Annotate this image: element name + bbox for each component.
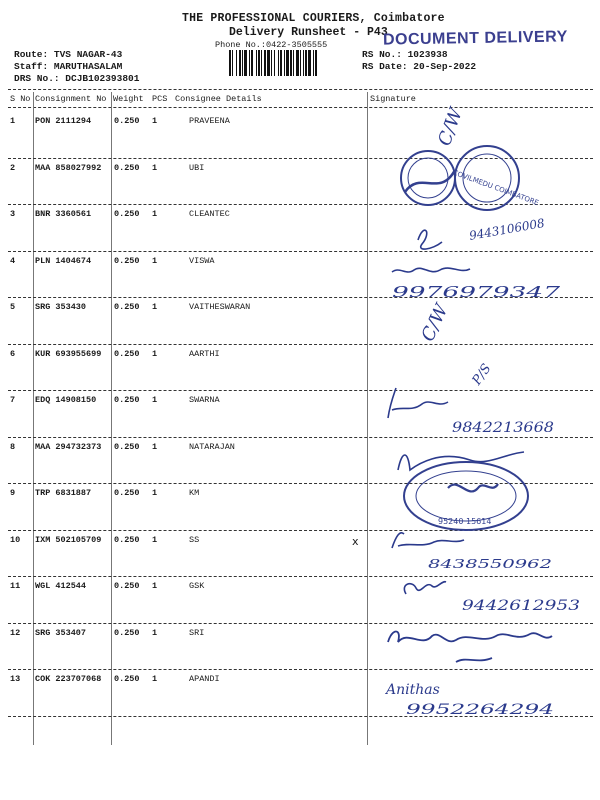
row-consignee: VAITHESWARAN	[189, 302, 251, 312]
barcode-bar	[251, 50, 253, 76]
row-sno: 5	[10, 302, 16, 312]
row-sno: 12	[10, 627, 21, 638]
row-divider	[8, 344, 593, 345]
signature-row10	[392, 533, 464, 548]
column-divider	[367, 92, 368, 745]
row-weight: 0.250	[114, 441, 140, 452]
row-consignee: GSK	[189, 581, 205, 591]
barcode-bar	[244, 50, 247, 76]
row-weight: 0.250	[114, 302, 140, 312]
barcode-bar	[271, 50, 272, 76]
rs-date: RS Date: 20-Sep-2022	[362, 61, 477, 72]
staff-label: Staff: MARUTHASALAM	[14, 61, 123, 72]
barcode-bar	[303, 50, 304, 76]
row-weight: 0.250	[114, 162, 140, 173]
row-sno: 13	[10, 674, 21, 684]
row-divider	[8, 576, 593, 577]
handwritten-phone-row3: 9443106008	[468, 215, 546, 243]
row-consignment: PON 2111294	[35, 116, 92, 126]
row-sno: 4	[10, 255, 16, 266]
row-consignee: SRI	[189, 627, 205, 638]
barcode-bar	[229, 50, 231, 76]
row-divider	[8, 204, 593, 205]
barcode-bar	[305, 50, 307, 76]
signature-row7	[388, 388, 448, 418]
barcode-bar	[236, 50, 237, 76]
barcode-bar	[239, 50, 241, 76]
row-divider	[8, 390, 593, 391]
row-sno: 11	[10, 581, 21, 591]
stamp-row9-text: 95240 15614	[438, 517, 492, 526]
row-divider	[8, 483, 593, 484]
row-weight: 0.250	[114, 674, 140, 684]
row-divider	[8, 530, 593, 531]
row-sno: 2	[10, 162, 16, 173]
barcode-bar	[278, 50, 279, 76]
row-consignee: SS	[189, 534, 200, 545]
col-header-weight: Weight	[113, 94, 144, 104]
row-consignment: TRP 6831887	[35, 488, 92, 498]
row-consignee: AARTHI	[189, 348, 220, 359]
route-label: Route: TVS NAGAR-43	[14, 49, 123, 60]
barcode-bar	[249, 50, 250, 76]
row-divider	[8, 251, 593, 252]
barcode-bar	[313, 50, 314, 76]
phone-number: Phone No.:0422-3505555	[215, 40, 328, 50]
handwritten-cw-2: C/W	[417, 301, 453, 345]
row-weight: 0.250	[114, 581, 140, 591]
barcode-bar	[258, 50, 260, 76]
handwritten-phone-row4: 9976979347	[392, 283, 561, 301]
barcode-bar	[256, 50, 257, 76]
header-rule	[8, 89, 593, 90]
stamp-row9	[404, 462, 528, 530]
row-consignee: PRAVEENA	[189, 116, 230, 126]
row-consignee: APANDI	[189, 674, 220, 684]
col-header-signature: Signature	[370, 94, 416, 104]
row-pcs: 1	[152, 674, 158, 684]
header-bottom-rule	[8, 107, 593, 108]
barcode-bar	[242, 50, 243, 76]
signature-row4	[392, 268, 470, 272]
row-sno: 10	[10, 534, 21, 545]
column-divider	[111, 92, 112, 745]
barcode-bar	[232, 50, 233, 76]
barcode-bar	[264, 50, 266, 76]
row-sno: 3	[10, 209, 16, 219]
row-consignment: COK 223707068	[35, 674, 102, 684]
row-weight: 0.250	[114, 116, 140, 126]
row-divider	[8, 623, 593, 624]
row-consignment: MAA 294732373	[35, 441, 102, 452]
row-weight: 0.250	[114, 255, 140, 266]
row-consignee: NATARAJAN	[189, 441, 235, 452]
drs-number: DRS No.: DCJB102393801	[14, 73, 140, 84]
row-divider	[8, 716, 593, 717]
handwritten-phone-row11: 9442612953	[462, 598, 581, 614]
row-pcs: 1	[152, 255, 158, 266]
row-consignee: SWARNA	[189, 395, 220, 405]
stamp-covilmedu	[401, 146, 540, 210]
row-consignee: CLEANTEC	[189, 209, 230, 219]
row-consignee: KM	[189, 488, 200, 498]
row-consignment: EDQ 14908150	[35, 395, 97, 405]
stamp-row2-text: COVILMEDU COIMBATORE	[451, 168, 540, 208]
row-divider	[8, 669, 593, 670]
col-header-consignment: Consignment No	[35, 94, 107, 104]
row-consignee: UBI	[189, 162, 205, 173]
barcode-bar	[284, 50, 285, 76]
row-consignee: VISWA	[189, 255, 215, 266]
signature-row8	[398, 452, 524, 470]
barcode-image	[229, 50, 353, 76]
signature-row3	[418, 230, 442, 249]
row-sno: 8	[10, 441, 16, 452]
handwritten-phone-row10: 8438550962	[428, 557, 552, 571]
row-consignment: SRG 353407	[35, 627, 87, 638]
company-title: THE PROFESSIONAL COURIERS, Coimbatore	[182, 12, 445, 25]
signature-row11	[404, 582, 446, 594]
row-pcs: 1	[152, 162, 158, 173]
row-pcs: 1	[152, 395, 158, 405]
row-weight: 0.250	[114, 488, 140, 498]
row-weight: 0.250	[114, 395, 140, 405]
signature-row12	[388, 632, 552, 663]
document-delivery-stamp: DOCUMENT DELIVERY	[382, 28, 568, 49]
row-sno: 1	[10, 116, 16, 126]
row-weight: 0.250	[114, 348, 140, 359]
col-header-consignee: Consignee Details	[175, 94, 262, 104]
row-consignment: SRG 353430	[35, 302, 87, 312]
row-pcs: 1	[152, 627, 158, 638]
barcode-bar	[300, 50, 301, 76]
barcode-bar	[261, 50, 262, 76]
barcode-bar	[315, 50, 317, 76]
row-sno: 6	[10, 348, 16, 359]
barcode-bar	[267, 50, 270, 76]
barcode-bar	[308, 50, 311, 76]
runsheet-title: Delivery Runsheet - P43	[229, 26, 388, 39]
row-weight: 0.250	[114, 627, 140, 638]
row-consignment: MAA 858027992	[35, 162, 102, 173]
row-pcs: 1	[152, 488, 158, 498]
col-header-pcs: PCS	[152, 94, 168, 104]
row-divider	[8, 437, 593, 438]
handwritten-cw-1: C/W	[434, 105, 467, 149]
row-consignment: BNR 3360561	[35, 209, 92, 219]
row-consignment: WGL 412544	[35, 581, 87, 591]
barcode-bar	[286, 50, 289, 76]
rs-number: RS No.: 1023938	[362, 49, 448, 60]
barcode-bar	[290, 50, 292, 76]
barcode-bar	[293, 50, 294, 76]
row-pcs: 1	[152, 581, 158, 591]
row-pcs: 1	[152, 441, 158, 452]
mark-x-row10: x	[352, 535, 359, 548]
row-pcs: 1	[152, 209, 158, 219]
row-sno: 7	[10, 395, 16, 405]
barcode-bar	[274, 50, 275, 76]
row-pcs: 1	[152, 302, 158, 312]
row-consignment: KUR 693955699	[35, 348, 102, 359]
row-weight: 0.250	[114, 209, 140, 219]
row-sno: 9	[10, 488, 16, 498]
handwritten-phone-row13: 9952264294	[406, 702, 554, 718]
row-consignment: IXM 502105709	[35, 534, 102, 545]
row-weight: 0.250	[114, 534, 140, 545]
row-pcs: 1	[152, 534, 158, 545]
handwritten-phone-row7: 9842213668	[452, 420, 555, 436]
row-pcs: 1	[152, 348, 158, 359]
col-header-sno: S No	[10, 94, 31, 104]
column-divider	[33, 92, 34, 745]
handwritten-name-row13: Anithas	[386, 682, 440, 698]
row-divider	[8, 158, 593, 159]
row-divider	[8, 297, 593, 298]
handwritten-ps: P/S	[469, 361, 495, 389]
barcode-bar	[280, 50, 282, 76]
row-pcs: 1	[152, 116, 158, 126]
barcode-bar	[296, 50, 299, 76]
row-consignment: PLN 1404674	[35, 255, 92, 266]
